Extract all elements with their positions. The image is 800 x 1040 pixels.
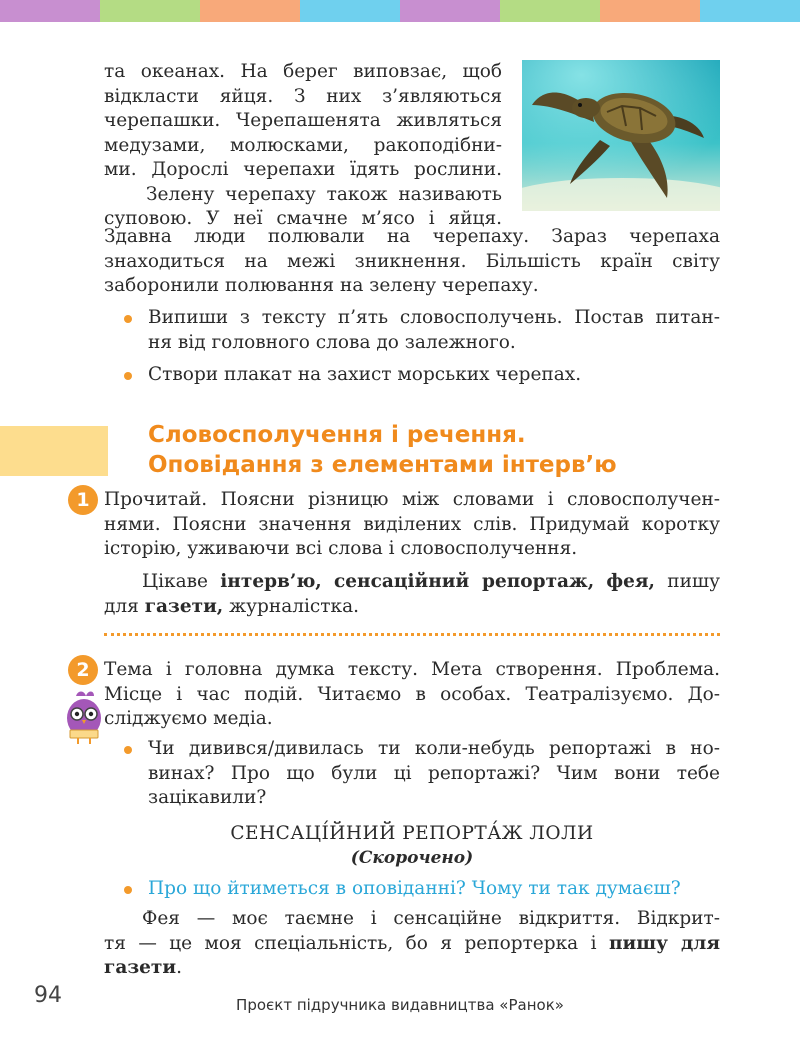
bullet-text: Про що йтиметься в оповіданні? Чому ти так думаєш? [148, 878, 681, 899]
question-bullet [124, 737, 720, 811]
color-stripe [200, 0, 300, 22]
sea-turtle-photo [522, 60, 720, 211]
highlighted-word: фея, [606, 571, 655, 592]
exercise-number-badge: 2 [68, 655, 98, 685]
color-stripe [300, 0, 400, 22]
text-fragment: тя — це моя спеціальність, бо я репортерка і [104, 932, 597, 954]
task-bullet [124, 306, 720, 355]
word: для [104, 595, 139, 617]
dotted-separator [104, 633, 720, 636]
bullet-dot-icon [124, 886, 132, 894]
word: журналістка. [229, 595, 359, 617]
text-fragment: . [176, 957, 182, 978]
color-stripe [100, 0, 200, 22]
bullet-text: Випиши з тексту п’ять словосполучень. Постав питан- [148, 307, 720, 328]
footer-note: Проєкт підручника видавництва «Ранок» [236, 996, 564, 1014]
text-line: Тема і головна думка тексту. Мета створення. Проблема. [104, 659, 720, 680]
text-line: відкласти яйця. З них з’являються [104, 85, 502, 107]
text-line: Здавна люди полювали на черепаху. Зараз черепаха [104, 226, 720, 247]
intro-paragraph-continued [104, 225, 720, 299]
text-line: Прочитай. Поясни різницю між словами і словосполучен- [104, 489, 720, 510]
highlighted-word: газети [104, 957, 177, 978]
text-line [104, 932, 720, 957]
text-line: суповою. У неї смачне м’ясо і яйця. [104, 208, 502, 229]
section-title-line: Оповідання з елементами інтерв’ю [148, 452, 617, 478]
word: пишу [667, 571, 720, 592]
bullet-dot-icon [124, 315, 132, 323]
exercise-2-text [104, 658, 720, 732]
prediction-question [124, 877, 720, 902]
highlighted-word: інтерв’ю, [220, 571, 322, 592]
story-title: СЕНСАЦІ́ЙНИЙ РЕПОРТА́Ж ЛОЛИ [230, 823, 594, 844]
color-stripe [600, 0, 700, 22]
text-line: історію, уживаючи всі слова і словосполучення. [104, 538, 578, 559]
text-line [104, 956, 720, 981]
color-stripe [700, 0, 800, 22]
task-bullet [124, 363, 720, 388]
word: Цікаве [142, 571, 209, 592]
color-stripe [0, 0, 100, 22]
bullet-dot-icon [124, 372, 132, 380]
bullet-dot-icon [124, 746, 132, 754]
highlighted-word: пишу для [608, 932, 720, 954]
exercise-1-words [104, 570, 720, 619]
bullet-text: Чи дивився/дивилась ти коли-небудь репортажі в но- [148, 738, 720, 759]
story-paragraph [104, 907, 720, 981]
bullet-text: ня від головного слова до залежного. [148, 331, 516, 353]
text-line: черепашки. Черепашенята живляться [104, 110, 502, 131]
text-line: нями. Поясни значення виділених слів. Придумай коротку [104, 513, 720, 535]
color-stripe [500, 0, 600, 22]
color-stripe [400, 0, 500, 22]
text-line: Фея — моє таємне і сенсаційне відкриття. Відкрит- [142, 908, 720, 929]
exercise-number-badge: 1 [68, 485, 98, 515]
bullet-text: Створи плакат на захист морських черепах. [148, 364, 582, 385]
page-number: 94 [34, 983, 62, 1008]
text-line: сліджуємо медіа. [104, 708, 273, 729]
sea-turtle-illustration [522, 60, 720, 211]
highlighted-word: газети, [144, 595, 224, 617]
story-subtitle: (Скорочено) [350, 848, 474, 868]
exercise-1-text [104, 488, 720, 562]
text-line: та океанах. На берег виповзає, щоб [104, 61, 502, 82]
text-line: Зелену черепаху також називають [146, 183, 502, 205]
text-line: ми. Дорослі черепахи їдять рослини. [104, 159, 502, 180]
text-line: знаходиться на межі зникнення. Більшість країн світу [104, 250, 720, 272]
owl-mascot-icon [62, 690, 106, 746]
bullet-text: винах? Про що були ці репортажі? Чим вони тебе [148, 762, 720, 784]
text-line: Місце і час подій. Читаємо в особах. Театралізуємо. До- [104, 683, 720, 705]
text-line: заборонили полювання на зелену черепаху. [104, 275, 539, 296]
text-line: медузами, молюсками, ракоподібни- [104, 134, 502, 156]
intro-paragraph [104, 60, 502, 232]
top-color-stripes [0, 0, 800, 22]
section-title [148, 420, 617, 480]
section-marker-band [0, 426, 108, 476]
highlighted-word: сенсаційний репортаж, [334, 571, 595, 592]
section-title-line: Словосполучення і речення. [148, 422, 526, 448]
bullet-text: зацікавили? [148, 787, 267, 808]
